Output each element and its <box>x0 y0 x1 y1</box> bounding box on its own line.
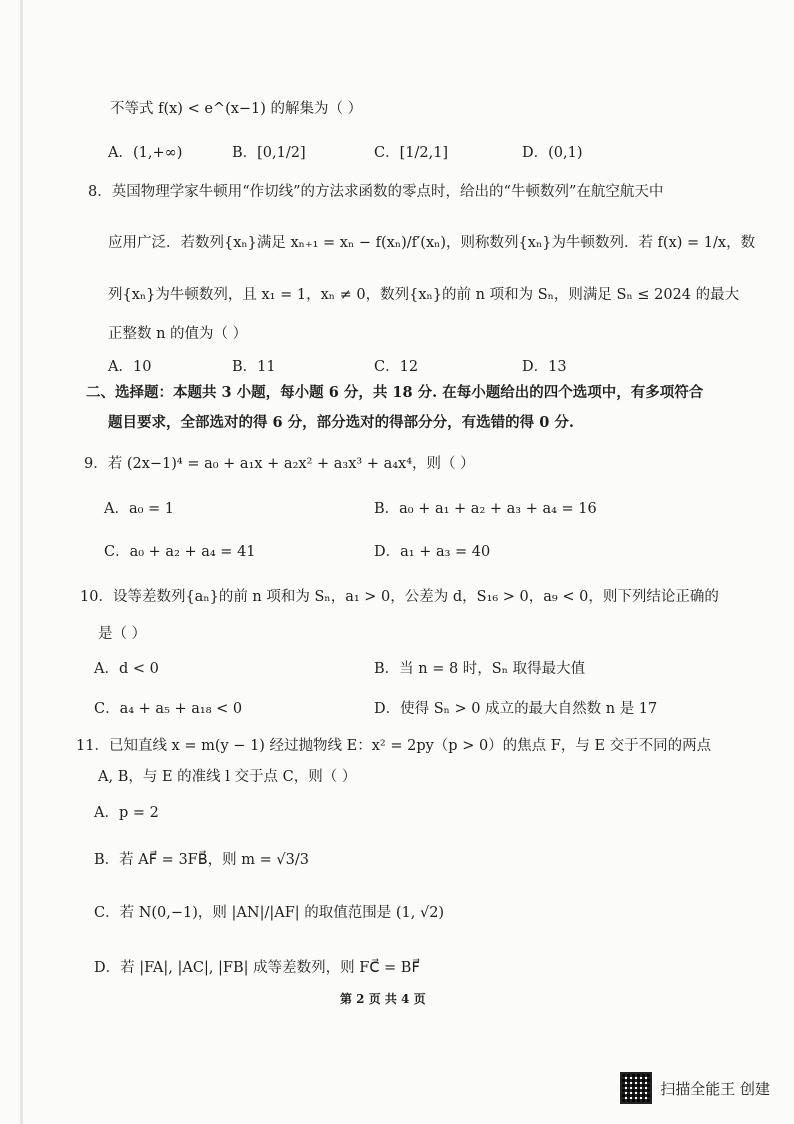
q11-option-c: C．若 N(0,−1)，则 |AN|/|AF| 的取值范围是 (1, √2) <box>94 905 445 921</box>
q7-option-b: B．[0,1/2] <box>232 145 306 161</box>
section-2-heading-2: 题目要求，全部选对的得 6 分，部分选对的得部分分，有选错的得 0 分. <box>108 414 574 431</box>
qr-code-icon <box>620 1072 652 1104</box>
q9-option-c: C．a₀ + a₂ + a₄ = 41 <box>104 544 256 560</box>
q8-option-d: D．13 <box>522 359 567 375</box>
q8-option-c: C．12 <box>374 359 419 375</box>
q11-line-1: 11．已知直线 x = m(y − 1) 经过抛物线 E：x² = 2py（p > 0）的焦点 F，与 E 交于不同的两点 <box>76 738 712 754</box>
q9-stem: 9．若 (2x−1)⁴ = a₀ + a₁x + a₂x² + a₃x³ + a₄x⁴，则（ ） <box>84 456 475 472</box>
q8-line-4: 正整数 n 的值为（ ） <box>108 326 248 342</box>
watermark-text: 扫描全能王 创建 <box>660 1079 770 1098</box>
q8-option-a: A．10 <box>108 359 152 375</box>
camscanner-watermark <box>620 1072 770 1104</box>
scan-edge-left <box>20 0 23 1124</box>
q9-option-d: D．a₁ + a₃ = 40 <box>374 544 491 560</box>
q10-option-a: A．d < 0 <box>94 661 159 677</box>
section-2-heading-1: 二、选择题：本题共 3 小题，每小题 6 分，共 18 分. 在每小题给出的四个选项中，有多项符合 <box>86 384 704 401</box>
q10-option-b: B．当 n = 8 时，Sₙ 取得最大值 <box>374 661 586 677</box>
page-footer: 第 2 页 共 4 页 <box>340 992 426 1006</box>
q9-option-a: A．a₀ = 1 <box>104 501 175 517</box>
q8-line-2: 应用广泛．若数列{xₙ}满足 xₙ₊₁ = xₙ − f(xₙ)/f′(xₙ)，则称数列{xₙ}为牛顿数列．若 f(x) = 1/x，数 <box>108 235 756 251</box>
q11-option-d: D．若 |FA|, |AC|, |FB| 成等差数列，则 FC⃗ = BF⃗ <box>94 960 420 976</box>
q8-line-3: 列{xₙ}为牛顿数列，且 x₁ = 1，xₙ ≠ 0，数列{xₙ}的前 n 项和为 Sₙ，则满足 Sₙ ≤ 2024 的最大 <box>108 287 740 303</box>
q10-line-2: 是（ ） <box>98 626 147 642</box>
q11-option-a: A．p = 2 <box>94 805 159 821</box>
q8-option-b: B．11 <box>232 359 276 375</box>
q7-option-c: C．[1/2,1] <box>374 145 449 161</box>
q11-option-b: B．若 AF⃗ = 3FB⃗，则 m = √3/3 <box>94 852 309 868</box>
q10-option-d: D．使得 Sₙ > 0 成立的最大自然数 n 是 17 <box>374 701 658 717</box>
q10-option-c: C．a₄ + a₅ + a₁₈ < 0 <box>94 701 243 717</box>
q11-line-2: A, B，与 E 的准线 l 交于点 C，则（ ） <box>98 769 357 785</box>
q7-option-d: D．(0,1) <box>522 145 583 161</box>
q7-tail: 不等式 f(x) < e^(x−1) 的解集为（ ） <box>110 101 363 117</box>
q10-line-1: 10．设等差数列{aₙ}的前 n 项和为 Sₙ，a₁ > 0，公差为 d，S₁₆ > 0，a₉ < 0，则下列结论正确的 <box>80 589 719 605</box>
q7-option-a: A．(1,+∞) <box>108 145 183 161</box>
q9-option-b: B．a₀ + a₁ + a₂ + a₃ + a₄ = 16 <box>374 501 597 517</box>
q8-line-1: 8．英国物理学家牛顿用“作切线”的方法求函数的零点时，给出的“牛顿数列”在航空航天中 <box>88 184 664 200</box>
